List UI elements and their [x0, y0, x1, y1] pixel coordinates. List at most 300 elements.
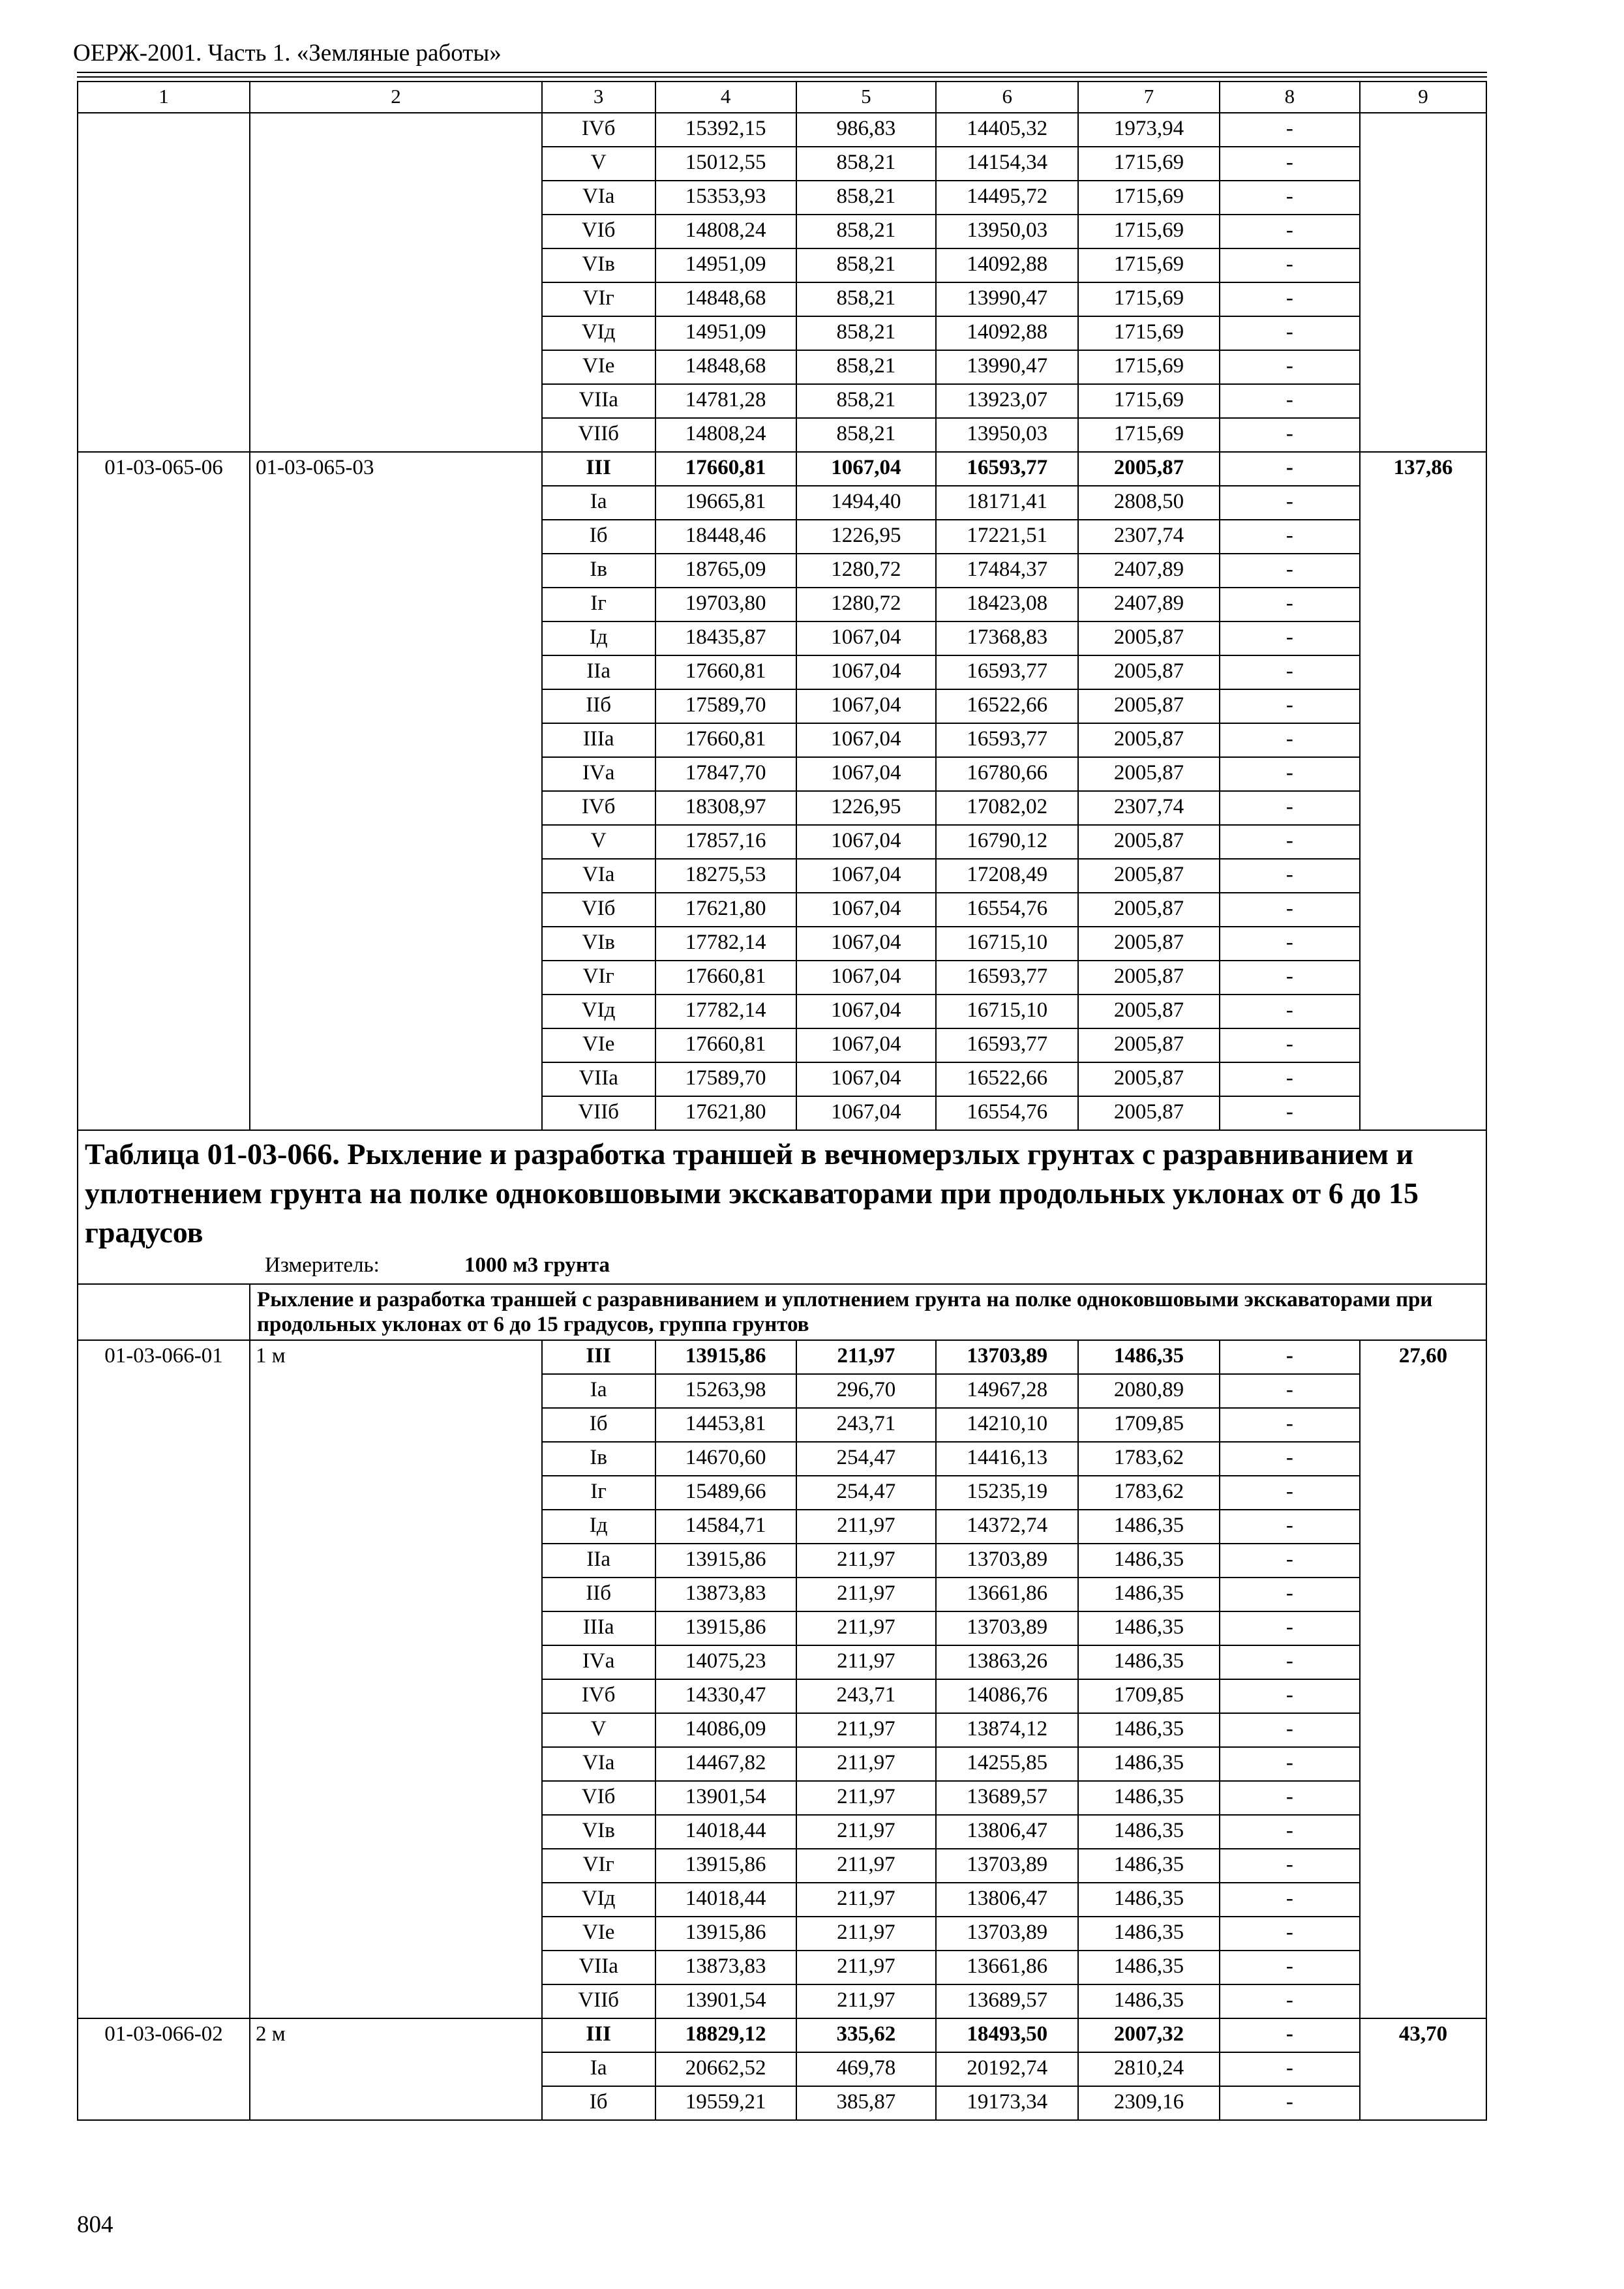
total-cost: 13901,54	[655, 1781, 796, 1815]
machinist-wages: 1715,69	[1078, 282, 1219, 316]
machinist-wages: 2005,87	[1078, 1096, 1219, 1130]
machinist-wages: 1486,35	[1078, 1578, 1219, 1611]
materials-cost: -	[1220, 1096, 1360, 1130]
materials-cost: -	[1220, 554, 1360, 588]
materials-cost: -	[1220, 859, 1360, 893]
machinist-wages: 1486,35	[1078, 1611, 1219, 1645]
wages-cost: 211,97	[796, 1578, 936, 1611]
total-cost: 17782,14	[655, 927, 796, 961]
total-cost: 17589,70	[655, 1062, 796, 1096]
total-cost: 14584,71	[655, 1510, 796, 1544]
total-cost: 15392,15	[655, 113, 796, 147]
machine-cost: 16593,77	[936, 452, 1078, 486]
machine-cost: 14210,10	[936, 1408, 1078, 1442]
materials-cost: -	[1220, 825, 1360, 859]
wages-cost: 469,78	[796, 2052, 936, 2086]
materials-cost: -	[1220, 1951, 1360, 1984]
soil-group: IIIа	[542, 723, 655, 757]
machine-cost: 13661,86	[936, 1578, 1078, 1611]
labor-cost: 43,70	[1360, 2018, 1486, 2120]
soil-group: VIе	[542, 1917, 655, 1951]
column-number: 5	[796, 82, 936, 113]
machinist-wages: 1715,69	[1078, 316, 1219, 350]
machinist-wages: 2407,89	[1078, 588, 1219, 621]
soil-group: VIе	[542, 350, 655, 384]
machine-cost: 16593,77	[936, 655, 1078, 689]
table-title-cell	[78, 1130, 1486, 1284]
machine-cost: 19173,34	[936, 2086, 1078, 2120]
total-cost: 17660,81	[655, 1028, 796, 1062]
total-cost: 17589,70	[655, 689, 796, 723]
machine-cost: 14086,76	[936, 1679, 1078, 1713]
machine-cost: 16554,76	[936, 1096, 1078, 1130]
machinist-wages: 2005,87	[1078, 655, 1219, 689]
wages-cost: 1067,04	[796, 1062, 936, 1096]
materials-cost: -	[1220, 181, 1360, 215]
materials-cost: -	[1220, 1062, 1360, 1096]
machinist-wages: 2005,87	[1078, 1062, 1219, 1096]
machinist-wages: 1715,69	[1078, 147, 1219, 181]
soil-group: Iб	[542, 1408, 655, 1442]
wages-cost: 1067,04	[796, 1096, 936, 1130]
machine-cost: 16593,77	[936, 723, 1078, 757]
materials-cost: -	[1220, 384, 1360, 418]
soil-group: VIб	[542, 215, 655, 248]
soil-group: IIа	[542, 655, 655, 689]
total-cost: 15353,93	[655, 181, 796, 215]
wages-cost: 243,71	[796, 1408, 936, 1442]
soil-group: VIб	[542, 1781, 655, 1815]
machinist-wages: 1486,35	[1078, 1781, 1219, 1815]
machinist-wages: 2407,89	[1078, 554, 1219, 588]
machine-cost: 13990,47	[936, 282, 1078, 316]
materials-cost: -	[1220, 520, 1360, 554]
machinist-wages: 1709,85	[1078, 1679, 1219, 1713]
machine-cost: 13689,57	[936, 1984, 1078, 2018]
machinist-wages: 2005,87	[1078, 859, 1219, 893]
soil-group: VIIа	[542, 1062, 655, 1096]
soil-group: VIв	[542, 248, 655, 282]
machinist-wages: 1486,35	[1078, 1340, 1219, 1374]
machine-cost: 14967,28	[936, 1374, 1078, 1408]
total-cost: 14467,82	[655, 1747, 796, 1781]
soil-group: III	[542, 2018, 655, 2052]
wages-cost: 1067,04	[796, 723, 936, 757]
total-cost: 13915,86	[655, 1340, 796, 1374]
running-header: ОЕРЖ-2001. Часть 1. «Земляные работы»	[73, 40, 502, 67]
wages-cost: 335,62	[796, 2018, 936, 2052]
materials-cost: -	[1220, 282, 1360, 316]
materials-cost: -	[1220, 1028, 1360, 1062]
total-cost: 17660,81	[655, 961, 796, 995]
total-cost: 18275,53	[655, 859, 796, 893]
soil-group: VIд	[542, 316, 655, 350]
soil-group: Iг	[542, 588, 655, 621]
wages-cost: 211,97	[796, 1510, 936, 1544]
total-cost: 19665,81	[655, 486, 796, 520]
machine-cost: 14255,85	[936, 1747, 1078, 1781]
soil-group: III	[542, 452, 655, 486]
machine-cost: 13923,07	[936, 384, 1078, 418]
total-cost: 17660,81	[655, 655, 796, 689]
total-cost: 15012,55	[655, 147, 796, 181]
machinist-wages: 2005,87	[1078, 621, 1219, 655]
total-cost: 14018,44	[655, 1815, 796, 1849]
total-cost: 17782,14	[655, 995, 796, 1028]
column-number: 8	[1220, 82, 1360, 113]
soil-group: VIб	[542, 893, 655, 927]
machine-cost: 16715,10	[936, 927, 1078, 961]
machinist-wages: 1486,35	[1078, 1984, 1219, 2018]
machine-cost: 18171,41	[936, 486, 1078, 520]
soil-group: IIб	[542, 689, 655, 723]
total-cost: 14808,24	[655, 418, 796, 452]
soil-group: IIб	[542, 1578, 655, 1611]
total-cost: 17621,80	[655, 1096, 796, 1130]
rate-reference: 1 м	[250, 1340, 542, 2018]
total-cost: 14848,68	[655, 350, 796, 384]
machine-cost: 16554,76	[936, 893, 1078, 927]
machine-cost: 13703,89	[936, 1611, 1078, 1645]
rate-code: 01-03-065-06	[78, 452, 250, 1130]
wages-cost: 211,97	[796, 1645, 936, 1679]
wages-cost: 986,83	[796, 113, 936, 147]
wages-cost: 211,97	[796, 1611, 936, 1645]
soil-group: V	[542, 147, 655, 181]
materials-cost: -	[1220, 1984, 1360, 2018]
materials-cost: -	[1220, 1578, 1360, 1611]
total-cost: 14848,68	[655, 282, 796, 316]
machinist-wages: 2005,87	[1078, 723, 1219, 757]
total-cost: 14453,81	[655, 1408, 796, 1442]
soil-group: IIа	[542, 1544, 655, 1578]
machinist-wages: 2309,16	[1078, 2086, 1219, 2120]
materials-cost: -	[1220, 1476, 1360, 1510]
page-number: 804	[77, 2211, 113, 2238]
total-cost: 14951,09	[655, 248, 796, 282]
machine-cost: 13703,89	[936, 1849, 1078, 1883]
machine-cost: 13689,57	[936, 1781, 1078, 1815]
total-cost: 13915,86	[655, 1917, 796, 1951]
wages-cost: 858,21	[796, 282, 936, 316]
machinist-wages: 1715,69	[1078, 248, 1219, 282]
materials-cost: -	[1220, 1408, 1360, 1442]
materials-cost: -	[1220, 1510, 1360, 1544]
total-cost: 15263,98	[655, 1374, 796, 1408]
machinist-wages: 1715,69	[1078, 215, 1219, 248]
wages-cost: 1280,72	[796, 588, 936, 621]
table-row	[78, 452, 1486, 486]
soil-group: VIд	[542, 1883, 655, 1917]
soil-group: V	[542, 1713, 655, 1747]
wages-cost: 1067,04	[796, 1028, 936, 1062]
machine-cost: 14495,72	[936, 181, 1078, 215]
labor-cost	[1360, 113, 1486, 452]
total-cost: 14781,28	[655, 384, 796, 418]
machinist-wages: 1486,35	[1078, 1815, 1219, 1849]
soil-group: Iв	[542, 1442, 655, 1476]
machine-cost: 13950,03	[936, 418, 1078, 452]
wages-cost: 211,97	[796, 1747, 936, 1781]
soil-group: IVб	[542, 113, 655, 147]
machine-cost: 13703,89	[936, 1917, 1078, 1951]
soil-group: Iд	[542, 621, 655, 655]
total-cost: 13873,83	[655, 1578, 796, 1611]
materials-cost: -	[1220, 893, 1360, 927]
machine-cost: 17208,49	[936, 859, 1078, 893]
total-cost: 15489,66	[655, 1476, 796, 1510]
soil-group: VIе	[542, 1028, 655, 1062]
materials-cost: -	[1220, 621, 1360, 655]
total-cost: 18448,46	[655, 520, 796, 554]
total-cost: 13873,83	[655, 1951, 796, 1984]
wages-cost: 296,70	[796, 1374, 936, 1408]
machinist-wages: 1715,69	[1078, 384, 1219, 418]
column-number: 7	[1078, 82, 1219, 113]
column-number: 4	[655, 82, 796, 113]
column-number: 2	[250, 82, 542, 113]
machinist-wages: 1709,85	[1078, 1408, 1219, 1442]
machinist-wages: 2307,74	[1078, 791, 1219, 825]
machine-cost: 13990,47	[936, 350, 1078, 384]
soil-group: VIв	[542, 927, 655, 961]
measure-line	[85, 1252, 1479, 1278]
total-cost: 20662,52	[655, 2052, 796, 2086]
soil-group: IVа	[542, 757, 655, 791]
soil-group: VIIа	[542, 1951, 655, 1984]
materials-cost: -	[1220, 1442, 1360, 1476]
wages-cost: 1067,04	[796, 961, 936, 995]
materials-cost: -	[1220, 791, 1360, 825]
soil-group: VIа	[542, 1747, 655, 1781]
machine-cost: 13703,89	[936, 1340, 1078, 1374]
machine-cost: 18423,08	[936, 588, 1078, 621]
wages-cost: 1067,04	[796, 859, 936, 893]
machine-cost: 14092,88	[936, 248, 1078, 282]
materials-cost: -	[1220, 961, 1360, 995]
table-body-065	[78, 82, 1486, 1130]
total-cost: 14018,44	[655, 1883, 796, 1917]
wages-cost: 243,71	[796, 1679, 936, 1713]
measure-value: 1000 м3 грунта	[464, 1253, 610, 1277]
materials-cost: -	[1220, 2052, 1360, 2086]
machine-cost: 17082,02	[936, 791, 1078, 825]
machinist-wages: 2810,24	[1078, 2052, 1219, 2086]
soil-group: Iа	[542, 2052, 655, 2086]
materials-cost: -	[1220, 1815, 1360, 1849]
machine-cost: 18493,50	[936, 2018, 1078, 2052]
machine-cost: 13863,26	[936, 1645, 1078, 1679]
machinist-wages: 1486,35	[1078, 1883, 1219, 1917]
machine-cost: 13806,47	[936, 1815, 1078, 1849]
machinist-wages: 1486,35	[1078, 1645, 1219, 1679]
wages-cost: 1067,04	[796, 927, 936, 961]
soil-group: Iг	[542, 1476, 655, 1510]
soil-group: VIг	[542, 282, 655, 316]
header-rule	[77, 72, 1487, 73]
machine-cost: 17368,83	[936, 621, 1078, 655]
total-cost: 18829,12	[655, 2018, 796, 2052]
machine-cost: 13950,03	[936, 215, 1078, 248]
total-cost: 14670,60	[655, 1442, 796, 1476]
soil-group: IVб	[542, 1679, 655, 1713]
table-title-row	[78, 1130, 1486, 1284]
machine-cost: 16790,12	[936, 825, 1078, 859]
wages-cost: 1226,95	[796, 520, 936, 554]
machine-cost: 16522,66	[936, 1062, 1078, 1096]
machine-cost: 14092,88	[936, 316, 1078, 350]
machine-cost: 16593,77	[936, 1028, 1078, 1062]
soil-group: IVб	[542, 791, 655, 825]
soil-group: Iб	[542, 520, 655, 554]
table-body-066	[78, 1340, 1486, 2120]
machine-cost: 13661,86	[936, 1951, 1078, 1984]
wages-cost: 1067,04	[796, 689, 936, 723]
materials-cost: -	[1220, 1679, 1360, 1713]
materials-cost: -	[1220, 1849, 1360, 1883]
materials-cost: -	[1220, 486, 1360, 520]
wages-cost: 1067,04	[796, 621, 936, 655]
total-cost: 19703,80	[655, 588, 796, 621]
measure-label: Измеритель:	[265, 1253, 380, 1277]
machine-cost: 16522,66	[936, 689, 1078, 723]
wages-cost: 211,97	[796, 1815, 936, 1849]
wages-cost: 211,97	[796, 1340, 936, 1374]
machinist-wages: 2808,50	[1078, 486, 1219, 520]
wages-cost: 211,97	[796, 1781, 936, 1815]
machinist-wages: 1486,35	[1078, 1849, 1219, 1883]
wages-cost: 858,21	[796, 418, 936, 452]
wages-cost: 254,47	[796, 1442, 936, 1476]
wages-cost: 385,87	[796, 2086, 936, 2120]
total-cost: 17660,81	[655, 452, 796, 486]
machinist-wages: 2005,87	[1078, 927, 1219, 961]
materials-cost: -	[1220, 1713, 1360, 1747]
soil-group: V	[542, 825, 655, 859]
machinist-wages: 2080,89	[1078, 1374, 1219, 1408]
machine-cost: 16780,66	[936, 757, 1078, 791]
rates-table	[77, 81, 1487, 2121]
rate-reference: 2 м	[250, 2018, 542, 2120]
rate-code: 01-03-066-02	[78, 2018, 250, 2120]
wages-cost: 211,97	[796, 1984, 936, 2018]
soil-group: VIг	[542, 961, 655, 995]
materials-cost: -	[1220, 147, 1360, 181]
wages-cost: 1226,95	[796, 791, 936, 825]
wages-cost: 1067,04	[796, 452, 936, 486]
wages-cost: 211,97	[796, 1917, 936, 1951]
table-title: Таблица 01-03-066. Рыхление и разработка траншей в вечномерзлых грунтах с разравниванием и уплотнением грунта на полке одноковшовыми экскаваторами при продольных уклонах от 6 до 15 градусов	[85, 1137, 1419, 1249]
wages-cost: 1067,04	[796, 655, 936, 689]
total-cost: 17847,70	[655, 757, 796, 791]
soil-group: VIIб	[542, 418, 655, 452]
wages-cost: 254,47	[796, 1476, 936, 1510]
wages-cost: 211,97	[796, 1544, 936, 1578]
materials-cost: -	[1220, 350, 1360, 384]
machinist-wages: 1715,69	[1078, 418, 1219, 452]
wages-cost: 1067,04	[796, 757, 936, 791]
soil-group: Iд	[542, 1510, 655, 1544]
machine-cost: 14154,34	[936, 147, 1078, 181]
machinist-wages: 2005,87	[1078, 452, 1219, 486]
wages-cost: 858,21	[796, 147, 936, 181]
materials-cost: -	[1220, 248, 1360, 282]
machinist-wages: 2005,87	[1078, 995, 1219, 1028]
machinist-wages: 1486,35	[1078, 1917, 1219, 1951]
machinist-wages: 2007,32	[1078, 2018, 1219, 2052]
section-title: Рыхление и разработка траншей с разравниванием и уплотнением грунта на полке одноковшовыми экскаваторами при продольных уклонах от 6 до 15 градусов, группа грунтов	[250, 1284, 1486, 1340]
soil-group: VIд	[542, 995, 655, 1028]
soil-group: IVа	[542, 1645, 655, 1679]
total-cost: 13901,54	[655, 1984, 796, 2018]
materials-cost: -	[1220, 927, 1360, 961]
total-cost: 18765,09	[655, 554, 796, 588]
wages-cost: 211,97	[796, 1713, 936, 1747]
total-cost: 18308,97	[655, 791, 796, 825]
section-empty-cell	[78, 1284, 250, 1340]
soil-group: Iв	[542, 554, 655, 588]
machinist-wages: 2307,74	[1078, 520, 1219, 554]
wages-cost: 858,21	[796, 215, 936, 248]
column-number: 3	[542, 82, 655, 113]
wages-cost: 1494,40	[796, 486, 936, 520]
materials-cost: -	[1220, 452, 1360, 486]
machine-cost: 16593,77	[936, 961, 1078, 995]
soil-group: VIIб	[542, 1984, 655, 2018]
total-cost: 13915,86	[655, 1611, 796, 1645]
machine-cost: 15235,19	[936, 1476, 1078, 1510]
soil-group: VIа	[542, 181, 655, 215]
machinist-wages: 2005,87	[1078, 1028, 1219, 1062]
table-row	[78, 113, 1486, 147]
rate-code: 01-03-066-01	[78, 1340, 250, 2018]
table-row	[78, 2018, 1486, 2052]
soil-group: IIIа	[542, 1611, 655, 1645]
total-cost: 19559,21	[655, 2086, 796, 2120]
machinist-wages: 1783,62	[1078, 1476, 1219, 1510]
soil-group: Iб	[542, 2086, 655, 2120]
materials-cost: -	[1220, 655, 1360, 689]
wages-cost: 858,21	[796, 248, 936, 282]
total-cost: 13915,86	[655, 1849, 796, 1883]
wages-cost: 211,97	[796, 1951, 936, 1984]
materials-cost: -	[1220, 588, 1360, 621]
materials-cost: -	[1220, 995, 1360, 1028]
labor-cost: 137,86	[1360, 452, 1486, 1130]
wages-cost: 211,97	[796, 1849, 936, 1883]
machine-cost: 13806,47	[936, 1883, 1078, 1917]
materials-cost: -	[1220, 1781, 1360, 1815]
rate-code	[78, 113, 250, 452]
machine-cost: 17484,37	[936, 554, 1078, 588]
machine-cost: 14372,74	[936, 1510, 1078, 1544]
wages-cost: 1067,04	[796, 825, 936, 859]
materials-cost: -	[1220, 2086, 1360, 2120]
wages-cost: 858,21	[796, 181, 936, 215]
materials-cost: -	[1220, 1340, 1360, 1374]
column-number: 1	[78, 82, 250, 113]
total-cost: 13915,86	[655, 1544, 796, 1578]
machinist-wages: 2005,87	[1078, 961, 1219, 995]
wages-cost: 1280,72	[796, 554, 936, 588]
rate-reference: 01-03-065-03	[250, 452, 542, 1130]
machinist-wages: 2005,87	[1078, 825, 1219, 859]
soil-group: Iа	[542, 1374, 655, 1408]
machinist-wages: 1486,35	[1078, 1510, 1219, 1544]
total-cost: 14951,09	[655, 316, 796, 350]
total-cost: 14808,24	[655, 215, 796, 248]
machine-cost: 14405,32	[936, 113, 1078, 147]
